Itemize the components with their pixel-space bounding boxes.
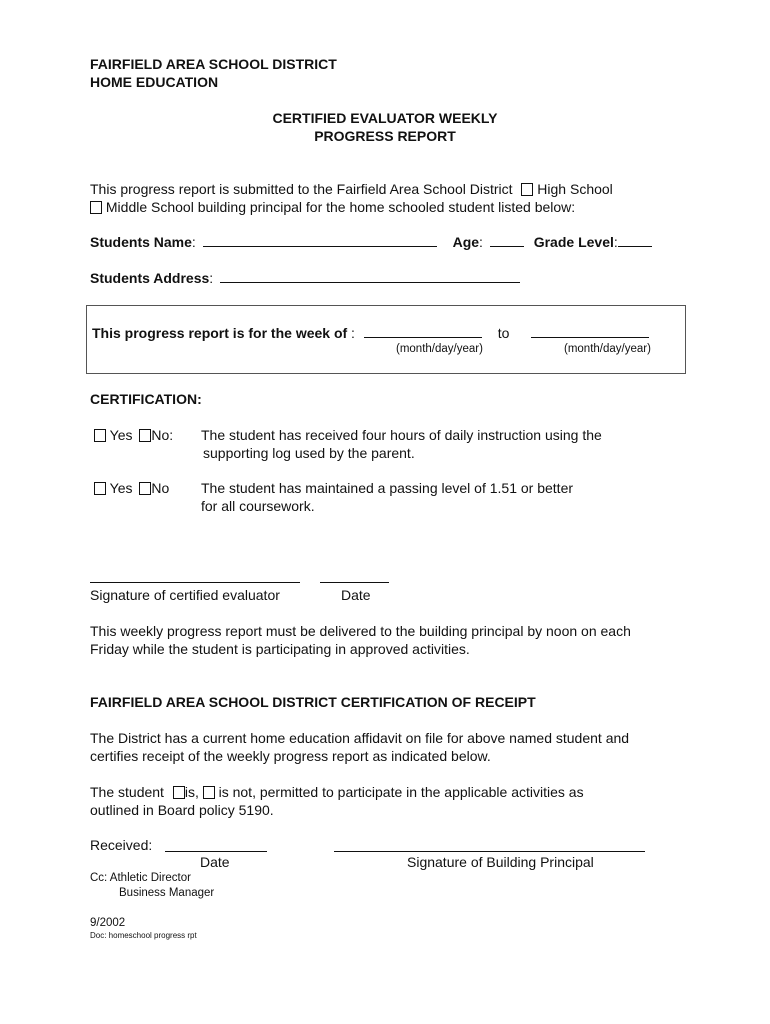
program-name: HOME EDUCATION bbox=[90, 74, 219, 90]
evaluator-date-label: Date bbox=[341, 587, 371, 603]
cert2-yes-checkbox[interactable] bbox=[94, 482, 106, 495]
grade-level-field[interactable] bbox=[618, 246, 652, 247]
receipt-para-line2: certifies receipt of the weekly progress report as indicated below. bbox=[90, 748, 491, 764]
cert1-no-label: No: bbox=[151, 427, 174, 443]
high-school-label: High School bbox=[537, 181, 613, 197]
doc-reference: Doc: homeschool progress rpt bbox=[90, 931, 197, 940]
students-name-field[interactable] bbox=[203, 246, 437, 247]
age-label: Age bbox=[452, 234, 480, 250]
middle-school-checkbox[interactable] bbox=[90, 201, 102, 214]
week-end-field[interactable] bbox=[531, 337, 649, 338]
received-label: Received: bbox=[90, 837, 153, 853]
received-date-line[interactable] bbox=[165, 838, 267, 852]
cert2-text-line1: The student has maintained a passing level of 1.51 or better bbox=[201, 480, 574, 496]
report-title-line2: PROGRESS REPORT bbox=[314, 128, 456, 144]
received-date-label: Date bbox=[200, 854, 230, 870]
is-not-permitted-checkbox[interactable] bbox=[203, 786, 215, 799]
cert2-text-line2: for all coursework. bbox=[201, 498, 315, 514]
grade-level-label: Grade Level bbox=[533, 234, 614, 250]
cert1-no-checkbox[interactable] bbox=[139, 429, 151, 442]
cert1-yes-checkbox[interactable] bbox=[94, 429, 106, 442]
student-info-row: Students Name: Age: Grade Level: bbox=[90, 234, 652, 250]
receipt-heading: FAIRFIELD AREA SCHOOL DISTRICT CERTIFICATION OF RECEIPT bbox=[90, 694, 536, 710]
principal-signature-label: Signature of Building Principal bbox=[407, 854, 594, 870]
certification-heading: CERTIFICATION: bbox=[90, 391, 202, 407]
week-start-field[interactable] bbox=[364, 337, 482, 338]
cert2-no-checkbox[interactable] bbox=[139, 482, 151, 495]
cert2-yes-label: Yes bbox=[109, 480, 133, 496]
is-permitted-checkbox[interactable] bbox=[173, 786, 185, 799]
report-title-line1: CERTIFIED EVALUATOR WEEKLY bbox=[272, 110, 498, 126]
intro-text: This progress report is submitted to the Fairfield Area School District bbox=[90, 181, 513, 197]
week-start-hint: (month/day/year) bbox=[396, 343, 483, 355]
certification-item-1 bbox=[94, 427, 173, 443]
district-name: FAIRFIELD AREA SCHOOL DISTRICT bbox=[90, 56, 337, 72]
week-label: This progress report is for the week of bbox=[92, 325, 348, 341]
students-address-label: Students Address bbox=[90, 270, 210, 286]
week-to-label: to bbox=[497, 325, 510, 341]
policy-line: outlined in Board policy 5190. bbox=[90, 802, 274, 818]
address-row: Students Address: bbox=[90, 270, 520, 286]
notice-line2: Friday while the student is participating in approved activities. bbox=[90, 641, 470, 657]
high-school-checkbox[interactable] bbox=[521, 183, 533, 196]
cc-line: Cc: Athletic Director bbox=[90, 872, 191, 884]
cert1-text-line2: supporting log used by the parent. bbox=[203, 445, 415, 461]
students-address-field[interactable] bbox=[220, 282, 520, 283]
version-date: 9/2002 bbox=[90, 917, 126, 929]
cert1-text-line1: The student has received four hours of daily instruction using the bbox=[201, 427, 602, 443]
cert1-yes-label: Yes bbox=[109, 427, 133, 443]
week-row: This progress report is for the week of : to bbox=[92, 325, 649, 341]
intro-line bbox=[90, 181, 613, 197]
is-label: is, bbox=[184, 784, 199, 800]
cert2-no-label: No bbox=[151, 480, 170, 496]
age-field[interactable] bbox=[490, 246, 524, 247]
evaluator-date-line[interactable] bbox=[320, 570, 389, 583]
week-end-hint: (month/day/year) bbox=[564, 343, 651, 355]
evaluator-signature-label: Signature of certified evaluator bbox=[90, 587, 280, 603]
receipt-para-line1: The District has a current home education affidavit on file for above named student and bbox=[90, 730, 630, 746]
middle-school-label: Middle School building principal for the home schooled student listed below: bbox=[105, 199, 576, 215]
evaluator-signature-line[interactable] bbox=[90, 570, 300, 583]
student-prefix: The student bbox=[90, 784, 164, 800]
cc-second: Business Manager bbox=[119, 887, 215, 899]
intro-line-2 bbox=[90, 199, 575, 215]
certification-item-2 bbox=[94, 480, 169, 496]
permission-row bbox=[90, 784, 584, 800]
students-name-label: Students Name bbox=[90, 234, 192, 250]
notice-line1: This weekly progress report must be delivered to the building principal by noon on each bbox=[90, 623, 631, 639]
principal-signature-line[interactable] bbox=[334, 838, 645, 852]
is-not-label: is not, permitted to participate in the applicable activities as bbox=[218, 784, 584, 800]
